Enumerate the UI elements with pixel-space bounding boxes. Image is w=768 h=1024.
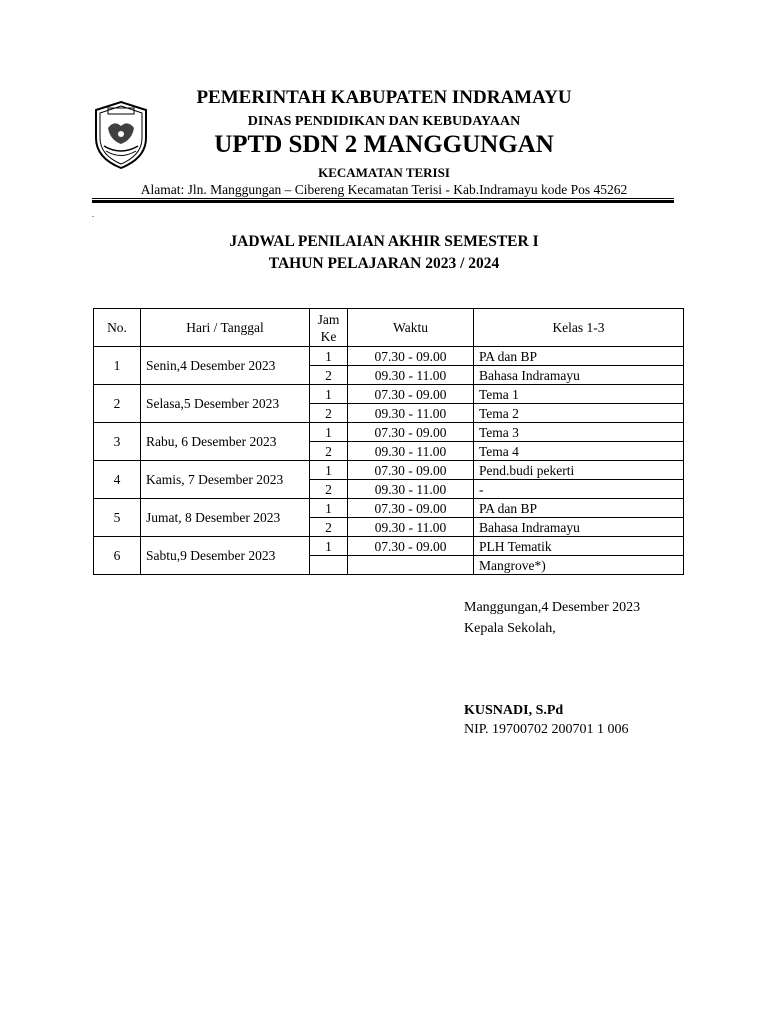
subject-cell: Tema 1 xyxy=(474,385,684,404)
subject-cell: Tema 2 xyxy=(474,404,684,423)
time-cell: 09.30 - 11.00 xyxy=(348,518,474,537)
academic-year: TAHUN PELAJARAN 2023 / 2024 xyxy=(268,255,500,272)
time-cell: 09.30 - 11.00 xyxy=(348,442,474,461)
time-cell: 07.30 - 09.00 xyxy=(348,499,474,518)
district-name: KECAMATAN TERISI xyxy=(318,165,450,180)
department-name: DINAS PENDIDIKAN DAN KEBUDAYAAN xyxy=(247,114,521,129)
time-cell: 07.30 - 09.00 xyxy=(348,423,474,442)
day-date-cell: Sabtu,9 Desember 2023 xyxy=(141,537,310,575)
time-cell xyxy=(348,556,474,575)
headmaster-nip: NIP. 19700702 200701 1 006 xyxy=(464,722,629,737)
subject-cell: Tema 4 xyxy=(474,442,684,461)
headmaster-name: KUSNADI, S.Pd xyxy=(464,703,564,718)
table-row xyxy=(94,347,684,366)
day-date-cell: Jumat, 8 Desember 2023 xyxy=(141,499,310,537)
signature-role: Kepala Sekolah, xyxy=(464,621,556,636)
table-row xyxy=(94,537,684,556)
table-header-row xyxy=(94,309,684,347)
subject-cell: Bahasa Indramayu xyxy=(474,366,684,385)
row-number: 2 xyxy=(94,385,141,423)
time-cell: 07.30 - 09.00 xyxy=(348,537,474,556)
time-cell: 07.30 - 09.00 xyxy=(348,385,474,404)
time-cell: 09.30 - 11.00 xyxy=(348,480,474,499)
time-cell: 09.30 - 11.00 xyxy=(348,404,474,423)
row-number: 3 xyxy=(94,423,141,461)
row-number: 5 xyxy=(94,499,141,537)
jam-cell: 2 xyxy=(310,366,348,385)
signature-block xyxy=(464,597,640,639)
row-number: 4 xyxy=(94,461,141,499)
jam-cell: 1 xyxy=(310,347,348,366)
jam-cell: 2 xyxy=(310,480,348,499)
school-address: Alamat: Jln. Manggungan – Cibereng Kecamatan Terisi - Kab.Indramayu kode Pos 45262 xyxy=(140,182,628,197)
table-row xyxy=(94,423,684,442)
exam-schedule-table xyxy=(93,308,684,575)
day-date-cell: Kamis, 7 Desember 2023 xyxy=(141,461,310,499)
jam-cell: 1 xyxy=(310,461,348,480)
row-number: 6 xyxy=(94,537,141,575)
header-jam-ke: Jam Ke xyxy=(310,309,348,347)
header-day-date: Hari / Tanggal xyxy=(141,309,310,347)
signature-place-date: Manggungan,4 Desember 2023 xyxy=(464,600,641,615)
table-row xyxy=(94,499,684,518)
stray-dot: . xyxy=(92,210,94,219)
subject-cell: Tema 3 xyxy=(474,423,684,442)
day-date-cell: Selasa,5 Desember 2023 xyxy=(141,385,310,423)
government-name: PEMERINTAH KABUPATEN INDRAMAYU xyxy=(196,87,572,108)
subject-cell: PLH Tematik xyxy=(474,537,684,556)
table-row xyxy=(94,461,684,480)
row-number: 1 xyxy=(94,347,141,385)
subject-cell: Bahasa Indramayu xyxy=(474,518,684,537)
day-date-cell: Rabu, 6 Desember 2023 xyxy=(141,423,310,461)
subject-cell: PA dan BP xyxy=(474,347,684,366)
header-waktu: Waktu xyxy=(348,309,474,347)
time-cell: 09.30 - 11.00 xyxy=(348,366,474,385)
document-title: JADWAL PENILAIAN AKHIR SEMESTER I xyxy=(229,233,539,250)
jam-cell: 1 xyxy=(310,499,348,518)
letterhead-divider-thick xyxy=(92,200,674,203)
jam-cell: 2 xyxy=(310,442,348,461)
header-no: No. xyxy=(94,309,141,347)
jam-cell xyxy=(310,556,348,575)
jam-cell: 1 xyxy=(310,423,348,442)
table-row xyxy=(94,385,684,404)
subject-cell: Mangrove*) xyxy=(474,556,684,575)
time-cell: 07.30 - 09.00 xyxy=(348,347,474,366)
school-name: UPTD SDN 2 MANGGUNGAN xyxy=(214,131,554,158)
jam-cell: 2 xyxy=(310,404,348,423)
jam-cell: 1 xyxy=(310,537,348,556)
jam-cell: 2 xyxy=(310,518,348,537)
letterhead-divider-thin xyxy=(92,198,674,199)
day-date-cell: Senin,4 Desember 2023 xyxy=(141,347,310,385)
header-kelas: Kelas 1-3 xyxy=(474,309,684,347)
subject-cell: Pend.budi pekerti xyxy=(474,461,684,480)
subject-cell: - xyxy=(474,480,684,499)
time-cell: 07.30 - 09.00 xyxy=(348,461,474,480)
subject-cell: PA dan BP xyxy=(474,499,684,518)
jam-cell: 1 xyxy=(310,385,348,404)
